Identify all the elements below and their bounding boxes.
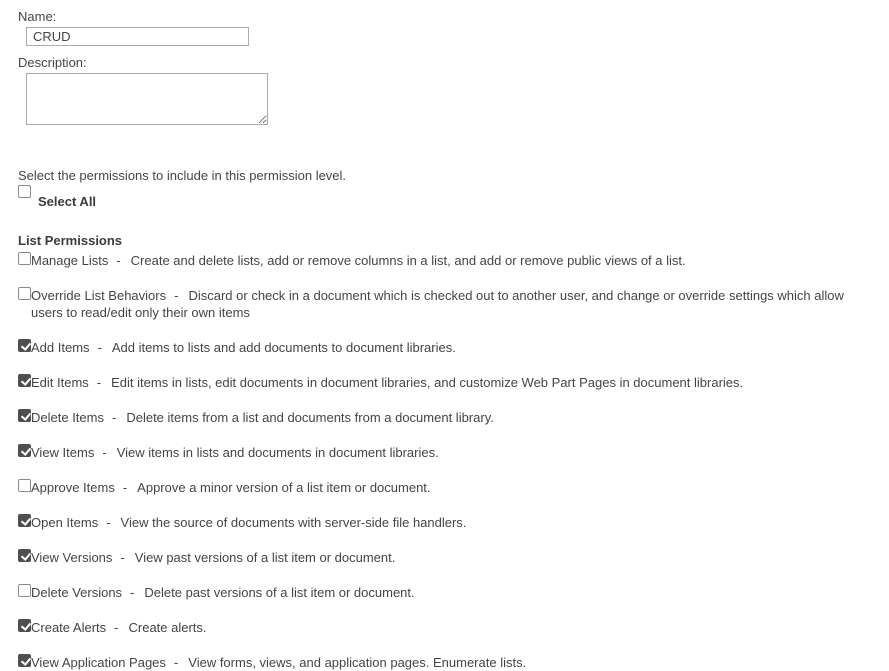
permission-text (31, 374, 871, 391)
permission-row (18, 549, 871, 566)
permission-description: View the source of documents with server-side file handlers. (120, 515, 467, 530)
permission-separator: - (97, 340, 102, 355)
permission-label: Edit Items (31, 375, 89, 390)
permission-separator: - (102, 445, 107, 460)
permission-checkbox[interactable] (18, 514, 31, 527)
permission-label: Add Items (31, 340, 90, 355)
permission-label: Open Items (31, 515, 99, 530)
permission-separator: - (120, 550, 125, 565)
permission-label: Override List Behaviors (31, 288, 167, 303)
permission-text (31, 252, 871, 269)
permission-checkbox[interactable] (18, 619, 31, 632)
permission-label: Delete Items (31, 410, 104, 425)
permission-label: Delete Versions (31, 585, 123, 600)
permission-checkbox[interactable] (18, 444, 31, 457)
permission-separator: - (114, 620, 119, 635)
permission-label: Approve Items (31, 480, 115, 495)
permission-text (31, 287, 871, 321)
permission-checkbox[interactable] (18, 584, 31, 597)
permission-row (18, 339, 871, 356)
permission-label: View Application Pages (31, 655, 166, 670)
permission-description: Add items to lists and add documents to document libraries. (111, 340, 456, 355)
permission-description: Approve a minor version of a list item or document. (137, 480, 431, 495)
name-label: Name: (18, 9, 57, 24)
permission-text (31, 444, 871, 461)
select-all (18, 185, 871, 210)
permission-separator: - (116, 253, 121, 268)
permission-row (18, 444, 871, 461)
permission-description: Delete items from a list and documents from a document library. (126, 410, 494, 425)
permission-label: Manage Lists (31, 253, 109, 268)
permission-text (31, 654, 871, 671)
permission-row (18, 252, 871, 269)
permission-checkbox[interactable] (18, 479, 31, 492)
permission-row (18, 584, 871, 601)
group-title: List Permissions (18, 233, 123, 248)
name-input[interactable] (26, 27, 249, 46)
permission-row (18, 374, 871, 391)
permission-separator: - (96, 375, 102, 390)
permission-row (18, 409, 871, 426)
permission-checkbox[interactable] (18, 252, 31, 265)
permission-separator: - (111, 410, 117, 425)
select-all-checkbox[interactable] (18, 185, 31, 198)
permission-checkbox[interactable] (18, 287, 31, 300)
permission-separator: - (106, 515, 111, 530)
permission-description: Edit items in lists, edit documents in document libraries, and customize Web Part Pages in document libraries. (111, 375, 744, 390)
permission-checkbox[interactable] (18, 409, 31, 422)
permission-row (18, 514, 871, 531)
instruction-text: Select the permissions to include in this permission level. (18, 168, 347, 183)
select-all-label: Select All (38, 194, 97, 209)
permission-description: Create alerts. (128, 620, 207, 635)
permission-description: Delete past versions of a list item or document. (144, 585, 415, 600)
description-label: Description: (18, 55, 87, 70)
permission-text (31, 584, 871, 601)
permission-row (18, 287, 871, 321)
permission-text (31, 339, 871, 356)
permission-text (31, 409, 871, 426)
permission-row (18, 619, 871, 636)
permission-text (31, 619, 871, 636)
permission-label: View Items (31, 445, 95, 460)
permission-description: View forms, views, and application pages. Enumerate lists. (188, 655, 527, 670)
permission-checkbox[interactable] (18, 374, 31, 387)
permission-checkbox[interactable] (18, 339, 31, 352)
permission-text (31, 479, 871, 496)
permission-row (18, 479, 871, 496)
permission-list (18, 252, 871, 671)
permission-row (18, 654, 871, 671)
permission-separator: - (130, 585, 135, 600)
permission-level-form (18, 9, 871, 671)
permission-checkbox[interactable] (18, 654, 31, 667)
permission-description: View items in lists and documents in document libraries. (116, 445, 439, 460)
permission-description: View past versions of a list item or document. (134, 550, 396, 565)
permission-checkbox[interactable] (18, 549, 31, 562)
permission-text (31, 549, 871, 566)
permission-separator: - (173, 655, 179, 670)
description-textarea[interactable] (26, 73, 268, 125)
permission-label: View Versions (31, 550, 113, 565)
permission-separator: - (174, 288, 179, 303)
permission-text (31, 514, 871, 531)
permission-label: Create Alerts (31, 620, 107, 635)
permission-description: Discard or check in a document which is checked out to another user, and change or override settings which allow users to read/edit only their own items (31, 288, 844, 320)
permission-separator: - (122, 480, 128, 495)
permission-description: Create and delete lists, add or remove columns in a list, and add or remove public views of a list. (130, 253, 686, 268)
